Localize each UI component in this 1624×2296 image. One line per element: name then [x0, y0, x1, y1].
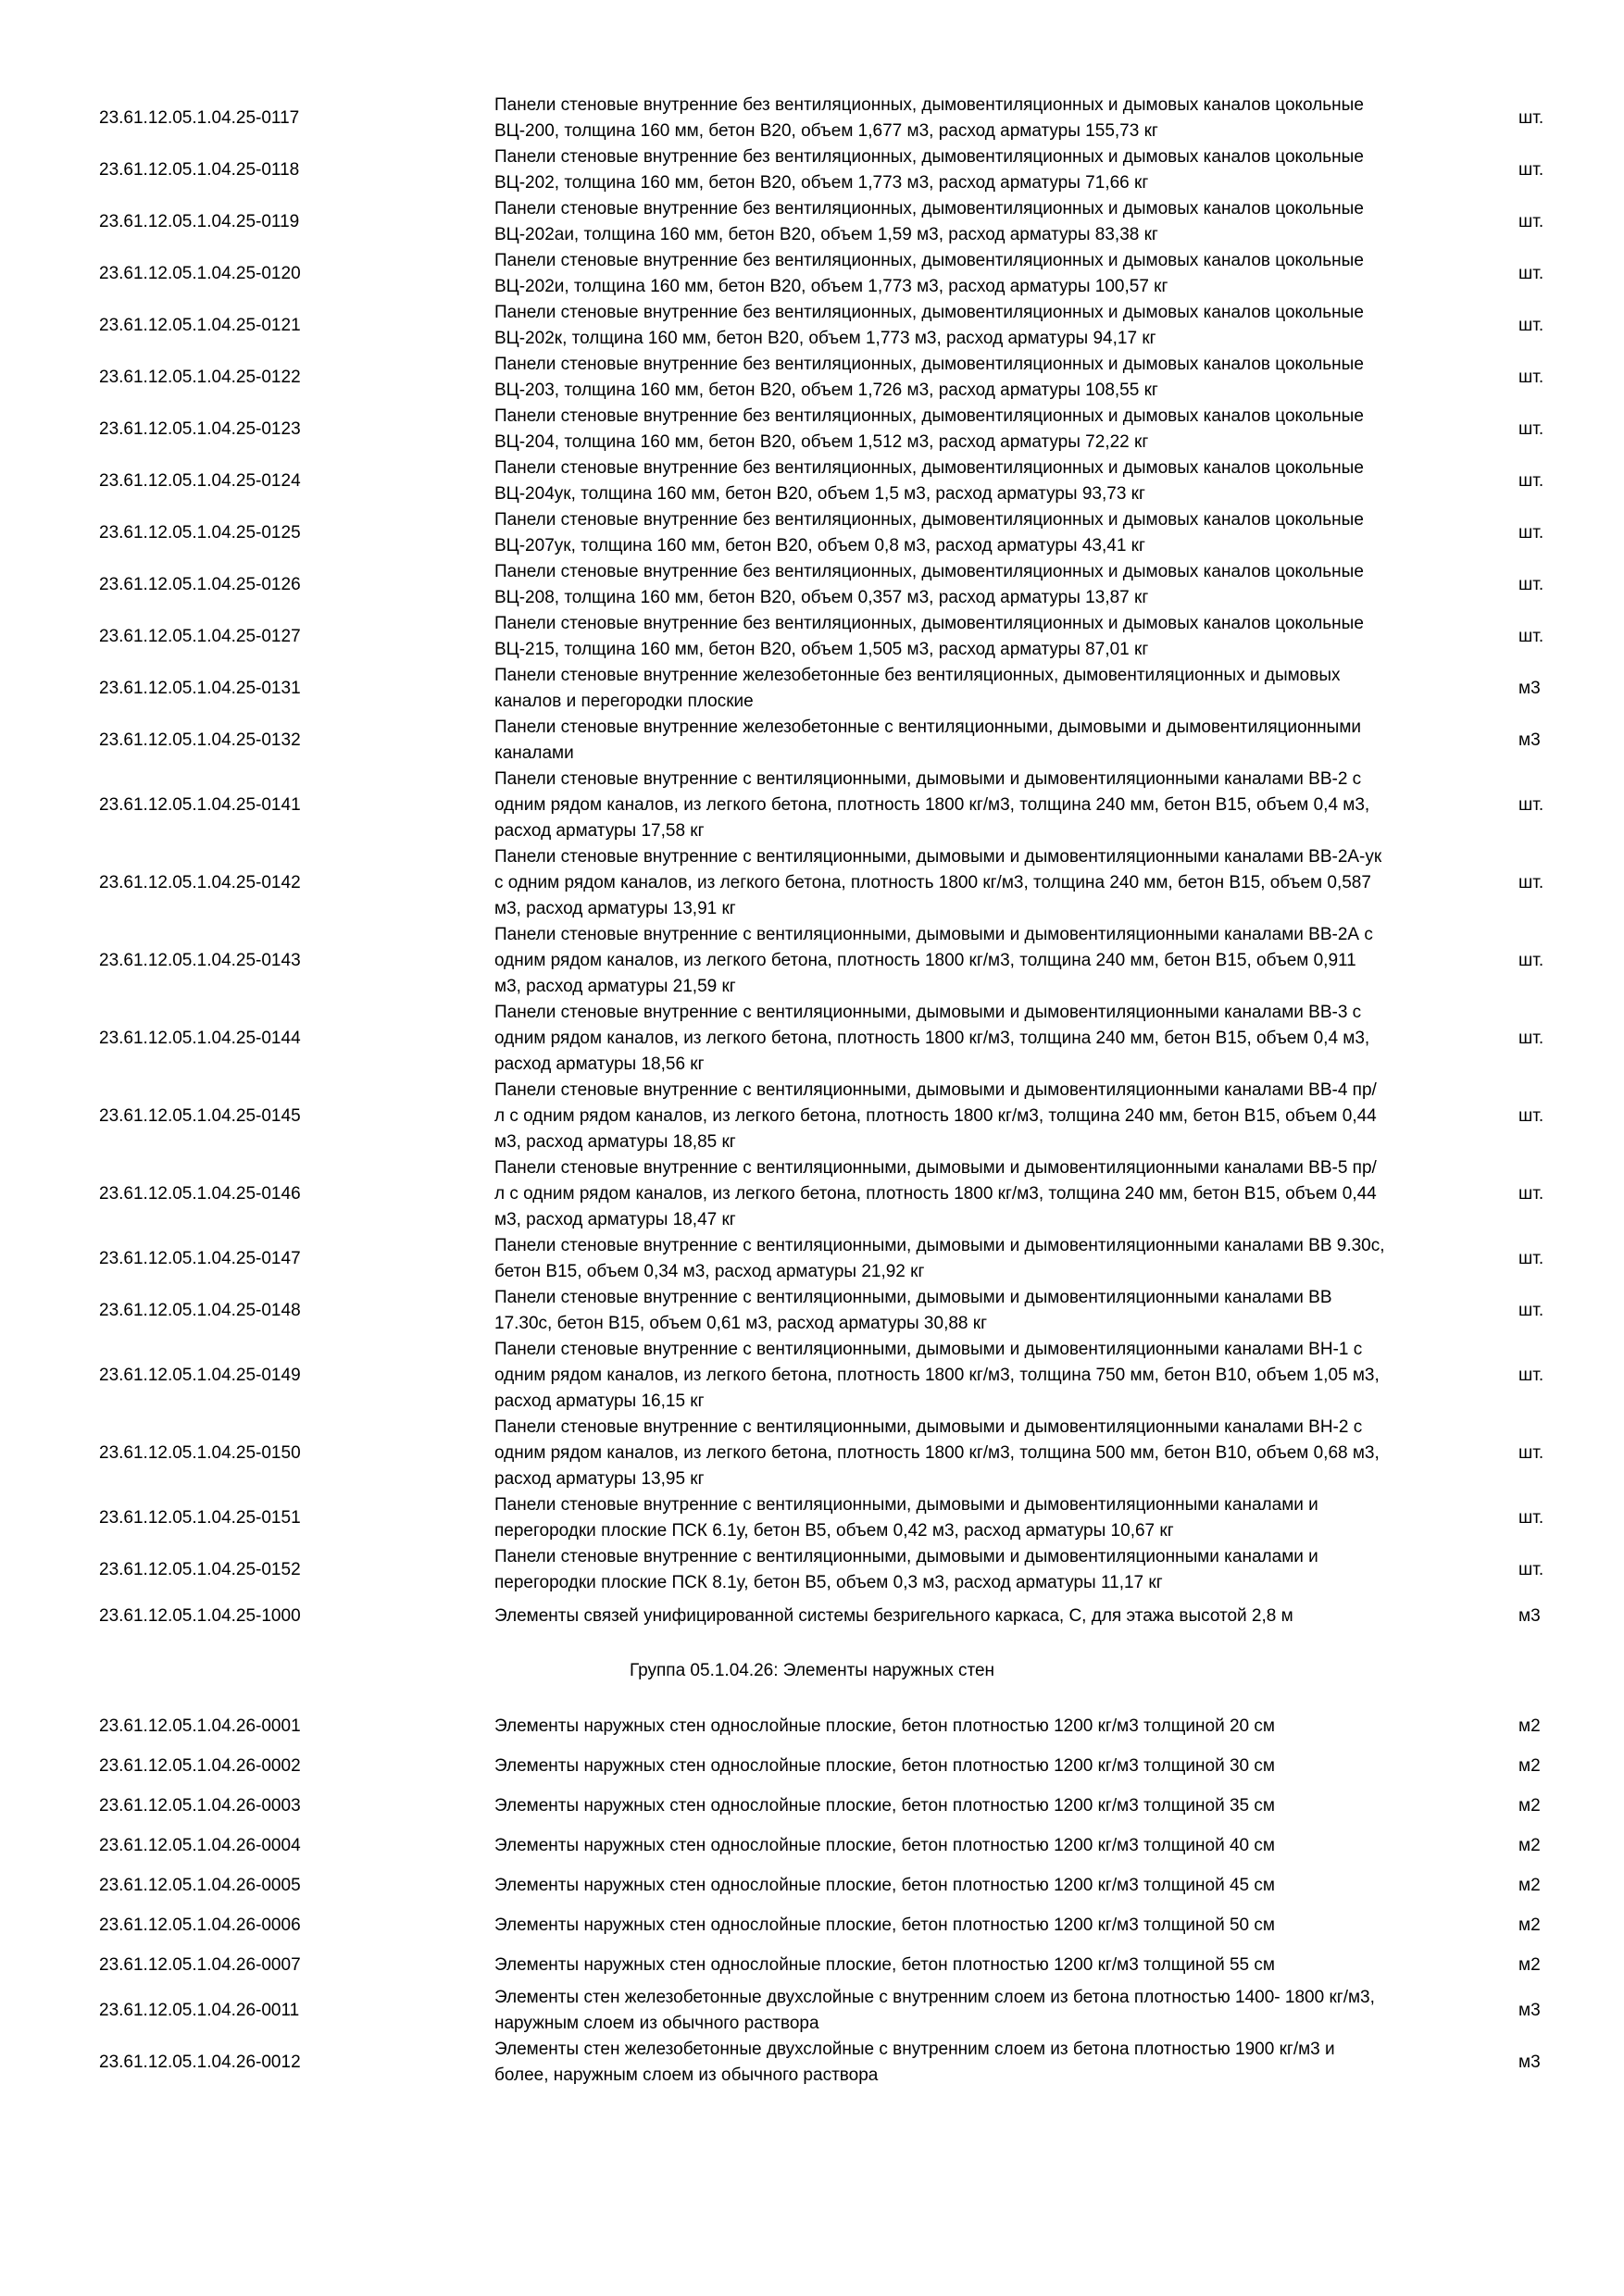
item-code: 23.61.12.05.1.04.25-0121 — [99, 316, 301, 335]
item-description: Панели стеновые внутренние с вентиляционными, дымовыми и дымовентиляционными каналами и перегородки плоские ПСК 8.1у, бетон В5, объем 0,3 м3, расход арматуры 11,17 кг — [494, 1547, 1318, 1592]
table-row — [0, 1706, 1624, 1746]
item-unit: шт. — [1518, 1508, 1544, 1528]
item-code: 23.61.12.05.1.04.25-0152 — [99, 1560, 301, 1579]
item-code: 23.61.12.05.1.04.25-0126 — [99, 575, 301, 594]
item-unit: шт. — [1518, 1560, 1544, 1579]
item-unit: м2 — [1518, 1835, 1541, 1855]
item-unit: м3 — [1518, 1605, 1541, 1626]
item-code: 23.61.12.05.1.04.25-0118 — [99, 160, 300, 180]
item-description: Элементы связей унифицированной системы безригельного каркаса, С, для этажа высотой 2,8 м — [494, 1605, 1293, 1626]
item-description: Панели стеновые внутренние без вентиляционных, дымовентиляционных и дымовых каналов цокольные ВЦ-200, толщина 160 мм, бетон В20, объем 1,677 м3, расход арматуры 155,73 кг — [494, 95, 1364, 141]
price-list-page — [0, 93, 1624, 2089]
table-row — [0, 352, 1624, 404]
item-description: Панели стеновые внутренние без вентиляционных, дымовентиляционных и дымовых каналов цокольные ВЦ-207ук, толщина 160 мм, бетон В20, объем 0,8 м3, расход арматуры 43,41 кг — [494, 510, 1364, 555]
item-unit: шт. — [1518, 1301, 1544, 1320]
item-code: 23.61.12.05.1.04.25-0120 — [99, 264, 301, 283]
group-05-1-04-26-rows — [0, 1706, 1624, 2089]
item-unit: м3 — [1518, 2053, 1541, 2072]
item-code: 23.61.12.05.1.04.25-1000 — [99, 1605, 301, 1626]
item-code: 23.61.12.05.1.04.26-0007 — [99, 1954, 301, 1975]
item-description: Панели стеновые внутренние без вентиляционных, дымовентиляционных и дымовых каналов цокольные ВЦ-215, толщина 160 мм, бетон В20, объем 1,505 м3, расход арматуры 87,01 кг — [494, 614, 1364, 659]
item-description: Панели стеновые внутренние с вентиляционными, дымовыми и дымовентиляционными каналами ВВ 17.30с, бетон В15, объем 0,61 м3, расход арматуры 30,88 кг — [494, 1288, 1332, 1333]
item-unit: шт. — [1518, 419, 1544, 439]
item-code: 23.61.12.05.1.04.25-0117 — [99, 108, 300, 128]
item-description: Элементы наружных стен однослойные плоские, бетон плотностью 1200 кг/м3 толщиной 20 см — [494, 1716, 1275, 1736]
item-unit: шт. — [1518, 471, 1544, 491]
item-code: 23.61.12.05.1.04.26-0002 — [99, 1755, 301, 1776]
item-description: Панели стеновые внутренние с вентиляционными, дымовыми и дымовентиляционными каналами ВВ-5 пр/л с одним рядом каналов, из легкого бетона, плотность 1800 кг/м3, толщина 240 мм, бетон В15, объем 0,44 м3, расход арматуры 18,47 кг — [494, 1158, 1377, 1229]
item-code: 23.61.12.05.1.04.25-0124 — [99, 471, 301, 491]
item-unit: м2 — [1518, 1795, 1541, 1816]
table-row — [0, 300, 1624, 352]
item-unit: м3 — [1518, 679, 1541, 698]
item-description: Панели стеновые внутренние без вентиляционных, дымовентиляционных и дымовых каналов цокольные ВЦ-203, толщина 160 мм, бетон В20, объем 1,726 м3, расход арматуры 108,55 кг — [494, 355, 1364, 400]
item-code: 23.61.12.05.1.04.25-0131 — [99, 679, 301, 698]
item-description: Панели стеновые внутренние с вентиляционными, дымовыми и дымовентиляционными каналами ВВ-2А с одним рядом каналов, из легкого бетона, плотность 1800 кг/м3, толщина 240 мм, бетон В15, объем 0,911 м3, расход арматуры 21,59 кг — [494, 925, 1373, 996]
item-code: 23.61.12.05.1.04.25-0151 — [99, 1508, 301, 1528]
table-row — [0, 507, 1624, 559]
item-description: Панели стеновые внутренние с вентиляционными, дымовыми и дымовентиляционными каналами и перегородки плоские ПСК 6.1у, бетон В5, объем 0,42 м3, расход арматуры 10,67 кг — [494, 1495, 1318, 1541]
item-code: 23.61.12.05.1.04.25-0119 — [99, 212, 300, 231]
item-unit: шт. — [1518, 264, 1544, 283]
table-row — [0, 1233, 1624, 1285]
item-unit: м2 — [1518, 1716, 1541, 1736]
item-code: 23.61.12.05.1.04.25-0149 — [99, 1366, 301, 1385]
table-row — [0, 2037, 1624, 2089]
table-row — [0, 922, 1624, 1000]
item-unit: шт. — [1518, 873, 1544, 892]
item-code: 23.61.12.05.1.04.26-0006 — [99, 1915, 301, 1935]
table-row — [0, 1155, 1624, 1233]
item-unit: м3 — [1518, 730, 1541, 750]
table-row — [0, 196, 1624, 248]
item-unit: шт. — [1518, 1249, 1544, 1268]
item-code: 23.61.12.05.1.04.26-0012 — [99, 2053, 301, 2072]
table-row — [0, 1905, 1624, 1945]
table-row — [0, 1945, 1624, 1985]
item-unit: шт. — [1518, 212, 1544, 231]
table-row — [0, 1337, 1624, 1415]
item-description: Панели стеновые внутренние без вентиляционных, дымовентиляционных и дымовых каналов цокольные ВЦ-202аи, толщина 160 мм, бетон В20, объем 1,59 м3, расход арматуры 83,38 кг — [494, 199, 1364, 244]
item-description: Панели стеновые внутренние железобетонные с вентиляционными, дымовыми и дымовентиляционными каналами — [494, 718, 1362, 763]
item-unit: шт. — [1518, 523, 1544, 543]
item-unit: шт. — [1518, 1106, 1544, 1126]
item-unit: шт. — [1518, 368, 1544, 387]
item-description: Элементы наружных стен однослойные плоские, бетон плотностью 1200 кг/м3 толщиной 45 см — [494, 1875, 1275, 1895]
table-row — [0, 1746, 1624, 1786]
item-code: 23.61.12.05.1.04.25-0127 — [99, 627, 301, 646]
table-row — [0, 559, 1624, 611]
item-code: 23.61.12.05.1.04.25-0147 — [99, 1249, 301, 1268]
item-description: Элементы наружных стен однослойные плоские, бетон плотностью 1200 кг/м3 толщиной 30 см — [494, 1755, 1275, 1776]
table-row — [0, 1596, 1624, 1636]
item-code: 23.61.12.05.1.04.26-0001 — [99, 1716, 301, 1736]
table-row — [0, 767, 1624, 844]
table-row — [0, 1826, 1624, 1866]
table-row — [0, 144, 1624, 196]
item-description: Элементы наружных стен однослойные плоские, бетон плотностью 1200 кг/м3 толщиной 40 см — [494, 1835, 1275, 1855]
item-description: Панели стеновые внутренние с вентиляционными, дымовыми и дымовентиляционными каналами ВН-2 с одним рядом каналов, из легкого бетона, плотность 1800 кг/м3, толщина 500 мм, бетон В10, объем 0,68 м3, расход арматуры 13,95 кг — [494, 1417, 1380, 1489]
item-code: 23.61.12.05.1.04.25-0122 — [99, 368, 301, 387]
group-05-1-04-25-rows — [0, 93, 1624, 1636]
table-row — [0, 404, 1624, 455]
item-code: 23.61.12.05.1.04.26-0005 — [99, 1875, 301, 1895]
item-code: 23.61.12.05.1.04.25-0148 — [99, 1301, 301, 1320]
item-code: 23.61.12.05.1.04.25-0141 — [99, 795, 301, 815]
item-description: Панели стеновые внутренние с вентиляционными, дымовыми и дымовентиляционными каналами ВВ-3 с одним рядом каналов, из легкого бетона, плотность 1800 кг/м3, толщина 240 мм, бетон В15, объем 0,4 м3, расход арматуры 18,56 кг — [494, 1003, 1370, 1074]
item-description: Элементы стен железобетонные двухслойные с внутренним слоем из бетона плотностью 1400- 1800 кг/м3, наружным слоем из обычного раствора — [494, 1988, 1375, 2033]
table-row — [0, 455, 1624, 507]
item-code: 23.61.12.05.1.04.25-0123 — [99, 419, 301, 439]
table-row — [0, 1866, 1624, 1905]
item-description: Панели стеновые внутренние с вентиляционными, дымовыми и дымовентиляционными каналами ВВ-2 с одним рядом каналов, из легкого бетона, плотность 1800 кг/м3, толщина 240 мм, бетон В15, объем 0,4 м3, расход арматуры 17,58 кг — [494, 769, 1370, 841]
table-row — [0, 844, 1624, 922]
item-unit: шт. — [1518, 1184, 1544, 1204]
item-unit: шт. — [1518, 316, 1544, 335]
item-description: Панели стеновые внутренние без вентиляционных, дымовентиляционных и дымовых каналов цокольные ВЦ-202к, толщина 160 мм, бетон В20, объем 1,773 м3, расход арматуры 94,17 кг — [494, 303, 1364, 348]
item-unit: шт. — [1518, 627, 1544, 646]
item-description: Элементы стен железобетонные двухслойные с внутренним слоем из бетона плотностью 1900 кг/м3 и более, наружным слоем из обычного раствора — [494, 2040, 1335, 2085]
item-code: 23.61.12.05.1.04.25-0144 — [99, 1029, 301, 1048]
item-description: Панели стеновые внутренние без вентиляционных, дымовентиляционных и дымовых каналов цокольные ВЦ-208, толщина 160 мм, бетон В20, объем 0,357 м3, расход арматуры 13,87 кг — [494, 562, 1364, 607]
table-row — [0, 611, 1624, 663]
item-unit: м3 — [1518, 2001, 1541, 2020]
item-code: 23.61.12.05.1.04.25-0132 — [99, 730, 301, 750]
item-description: Панели стеновые внутренние без вентиляционных, дымовентиляционных и дымовых каналов цокольные ВЦ-202, толщина 160 мм, бетон В20, объем 1,773 м3, расход арматуры 71,66 кг — [494, 147, 1364, 193]
item-description: Элементы наружных стен однослойные плоские, бетон плотностью 1200 кг/м3 толщиной 50 см — [494, 1915, 1275, 1935]
item-code: 23.61.12.05.1.04.25-0150 — [99, 1443, 301, 1463]
item-unit: шт. — [1518, 575, 1544, 594]
table-row — [0, 1415, 1624, 1492]
item-description: Панели стеновые внутренние с вентиляционными, дымовыми и дымовентиляционными каналами ВН-1 с одним рядом каналов, из легкого бетона, плотность 1800 кг/м3, толщина 750 мм, бетон В10, объем 1,05 м3, расход арматуры 16,15 кг — [494, 1340, 1380, 1411]
group-heading: Группа 05.1.04.26: Элементы наружных стен — [629, 1661, 995, 1680]
item-code: 23.61.12.05.1.04.25-0146 — [99, 1184, 301, 1204]
item-unit: шт. — [1518, 1443, 1544, 1463]
item-unit: шт. — [1518, 108, 1544, 128]
item-code: 23.61.12.05.1.04.26-0004 — [99, 1835, 301, 1855]
table-row — [0, 93, 1624, 144]
item-description: Панели стеновые внутренние с вентиляционными, дымовыми и дымовентиляционными каналами ВВ 9.30с, бетон В15, объем 0,34 м3, расход арматуры 21,92 кг — [494, 1236, 1385, 1281]
item-code: 23.61.12.05.1.04.25-0143 — [99, 951, 301, 970]
item-unit: шт. — [1518, 1366, 1544, 1385]
table-row — [0, 1285, 1624, 1337]
item-unit: м2 — [1518, 1875, 1541, 1895]
item-description: Панели стеновые внутренние без вентиляционных, дымовентиляционных и дымовых каналов цокольные ВЦ-202и, толщина 160 мм, бетон В20, объем 1,773 м3, расход арматуры 100,57 кг — [494, 251, 1364, 296]
table-row — [0, 1000, 1624, 1078]
item-description: Элементы наружных стен однослойные плоские, бетон плотностью 1200 кг/м3 толщиной 55 см — [494, 1954, 1275, 1975]
item-unit: шт. — [1518, 951, 1544, 970]
table-row — [0, 663, 1624, 715]
item-description: Панели стеновые внутренние с вентиляционными, дымовыми и дымовентиляционными каналами ВВ-4 пр/л с одним рядом каналов, из легкого бетона, плотность 1800 кг/м3, толщина 240 мм, бетон В15, объем 0,44 м3, расход арматуры 18,85 кг — [494, 1080, 1377, 1152]
table-row — [0, 1492, 1624, 1544]
table-row — [0, 715, 1624, 767]
item-description: Элементы наружных стен однослойные плоские, бетон плотностью 1200 кг/м3 толщиной 35 см — [494, 1795, 1275, 1816]
item-description: Панели стеновые внутренние с вентиляционными, дымовыми и дымовентиляционными каналами ВВ-2А-ук с одним рядом каналов, из легкого бетона, плотность 1800 кг/м3, толщина 240 мм, бетон В15, объем 0,587 м3, расход арматуры 13,91 кг — [494, 847, 1382, 918]
item-description: Панели стеновые внутренние железобетонные без вентиляционных, дымовентиляционных и дымовых каналов и перегородки плоские — [494, 666, 1341, 711]
table-row — [0, 1544, 1624, 1596]
table-row — [0, 248, 1624, 300]
item-unit: шт. — [1518, 1029, 1544, 1048]
item-unit: шт. — [1518, 160, 1544, 180]
table-row — [0, 1078, 1624, 1155]
item-code: 23.61.12.05.1.04.25-0142 — [99, 873, 301, 892]
item-code: 23.61.12.05.1.04.26-0011 — [99, 2001, 300, 2020]
item-unit: м2 — [1518, 1915, 1541, 1935]
table-row — [0, 1985, 1624, 2037]
item-unit: м2 — [1518, 1954, 1541, 1975]
item-description: Панели стеновые внутренние без вентиляционных, дымовентиляционных и дымовых каналов цокольные ВЦ-204, толщина 160 мм, бетон В20, объем 1,512 м3, расход арматуры 72,22 кг — [494, 406, 1364, 452]
item-unit: шт. — [1518, 795, 1544, 815]
item-code: 23.61.12.05.1.04.25-0145 — [99, 1106, 301, 1126]
table-row — [0, 1786, 1624, 1826]
item-code: 23.61.12.05.1.04.26-0003 — [99, 1795, 301, 1816]
item-unit: м2 — [1518, 1755, 1541, 1776]
item-code: 23.61.12.05.1.04.25-0125 — [99, 523, 301, 543]
item-description: Панели стеновые внутренние без вентиляционных, дымовентиляционных и дымовых каналов цокольные ВЦ-204ук, толщина 160 мм, бетон В20, объем 1,5 м3, расход арматуры 93,73 кг — [494, 458, 1364, 504]
